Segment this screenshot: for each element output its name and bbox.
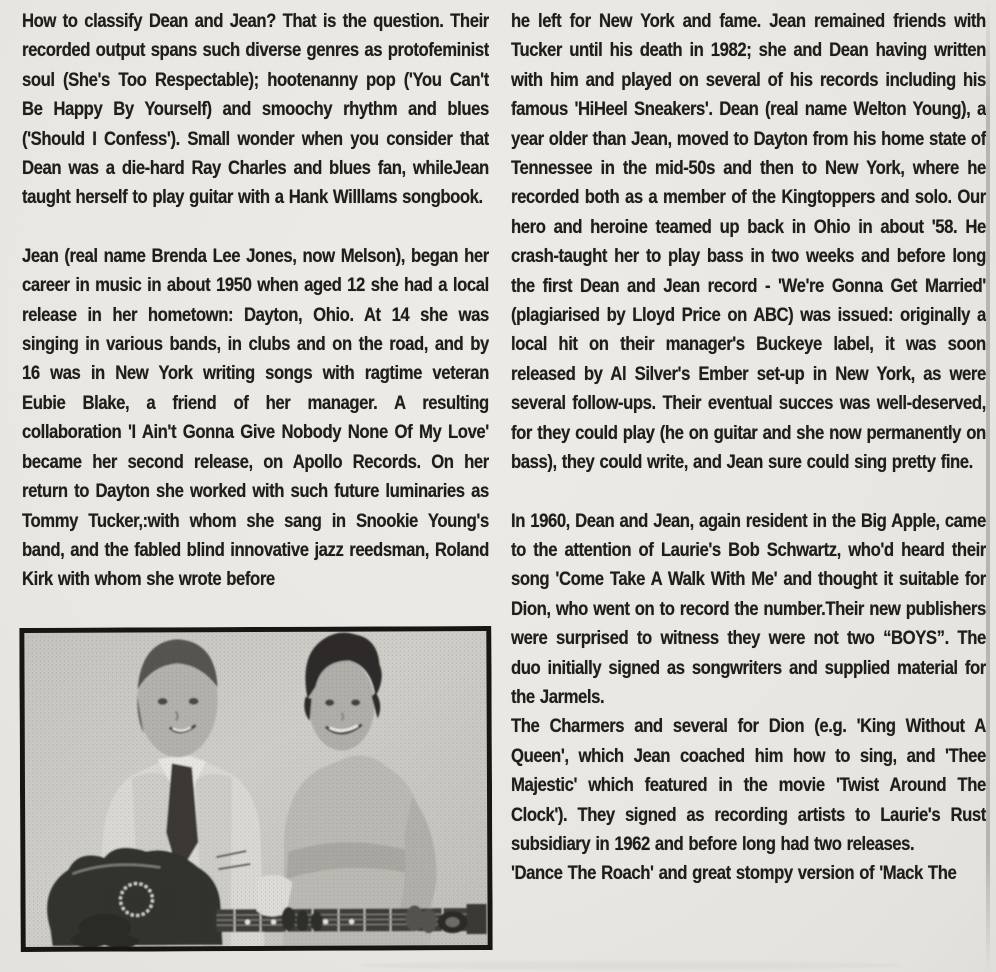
photo-illustration [19, 626, 492, 952]
paragraph-dance-the-roach: 'Dance The Roach' and great stompy version of 'Mack The [511, 863, 957, 885]
right-column-text [511, 7, 986, 889]
left-column [22, 7, 489, 621]
scan-bottom-artifact [360, 961, 900, 970]
paragraph-charmers: The Charmers and several for Dion (e.g. 'King Without A Queen', which Jean coached him how to sing, and 'Thee Majestic' which featured in the movie 'Twist Around The Clock'). They signed as recording artists to Laurie's Rust subsidiary in 1962 and before long had two releases. [511, 716, 986, 855]
dean-and-jean-photo [19, 626, 492, 952]
paragraph-classify: How to classify Dean and Jean? That is the question. Their recorded output spans such diverse genres as protofeminist soul (She's Too Respectable); hootenanny pop ('You Can't Be Happy By Yourself) and smoochy rhythm and blues ('Should I Confess'). Small wonder when you consider that Dean was a die-hard Ray Charles and blues fan, whileJean taught herself to play guitar with a Hank Willlams songbook. [22, 11, 489, 209]
scan-edge-artifact [986, 0, 990, 972]
paragraph-jean-bio: Jean (real name Brenda Lee Jones, now Melson), began her career in music in about 1950 when aged 12 she had a local release in her hometown: Dayton, Ohio. At 14 she was singing in various bands, in clubs and on the road, and by 16 was in New York writing songs with ragtime veteran Eubie Blake, a friend of her manager. A resulting collaboration 'I Ain't Gonna Give Nobody None Of My Love' became her second release, on Apollo Records. On her return to Dayton she worked with such future luminaries as Tommy Tucker,:with whom she sang in Snookie Young's band, and the fabled blind innovative jazz reedsman, Roland Kirk with whom she wrote before [22, 245, 489, 591]
paragraph-dean-bio: he left for New York and fame. Jean remained friends with Tucker until his death in 1982; she and Dean having written with him and played on several of his records including his famous 'HiHeel Sneakers'. Dean (real name Welton Young), a year older than Jean, moved to Dayton from his home state of Tennessee in the mid-50s and then to New York, where he recorded both as a member of the Kingtoppers and solo. Our hero and heroine teamed up back in Ohio in about '58. He crash-taught her to play bass in two weeks and before long the first Dean and Jean record - 'We're Gonna Get Married' (plagiarised by Lloyd Price on ABC) was issued: originally a local hit on their manager's Buckeye label, it was soon released by Al Silver's Ember set-up in New York, as were several follow-ups. Their eventual succes was well-deserved, for they could play (he on guitar and she now permanently on bass), they could write, and Jean sure could sing pretty fine. [511, 11, 986, 474]
left-column-text [22, 7, 489, 595]
paragraph-laurie: In 1960, Dean and Jean, again resident in the Big Apple, came to the attention of Laurie's Bob Schwartz, who'd heard their song 'Come Take A Walk With Me' and thought it suitable for Dion, who went on to record the number.Their new publishers were surprised to witness they were not two “BOYS”. The duo initially signed as songwriters and supplied material for the Jarmels. [511, 510, 986, 708]
right-column [511, 7, 986, 965]
